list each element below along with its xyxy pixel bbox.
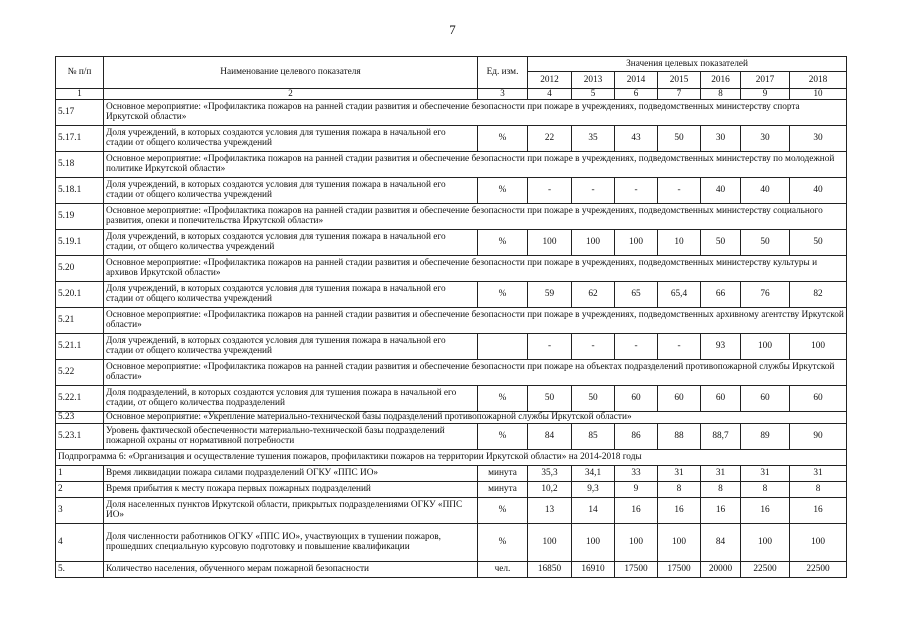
main-activity-text: Основное мероприятие: «Профилактика пожаров на ранней стадии развития и обеспечение безопасности при пожаре в учреждениях, подведомственных министерству спорта Иркутской области» bbox=[104, 99, 847, 125]
value-cell: 31 bbox=[701, 465, 741, 481]
row-number: 5.18.1 bbox=[56, 177, 104, 203]
main-activity-text: Основное мероприятие: «Профилактика пожаров на ранней стадии развития и обеспечение безопасности при пожаре в учреждениях, подведомственных министерству культуры и архивов Иркутской области» bbox=[104, 255, 847, 281]
row-number: 1 bbox=[56, 465, 104, 481]
value-cell: 59 bbox=[528, 281, 572, 307]
column-index: 7 bbox=[658, 89, 701, 100]
row-number: 5.17 bbox=[56, 99, 104, 125]
indicator-name: Доля учреждений, в которых создаются условия для тушения пожара в начальной его стадии от общего количества учреждений bbox=[104, 281, 478, 307]
table-row bbox=[56, 307, 847, 333]
main-activity-text: Основное мероприятие: «Профилактика пожаров на ранней стадии развития и обеспечение безопасности при пожаре в учреждениях, подведомственных министерству по молодежной политике Иркутской области» bbox=[104, 151, 847, 177]
row-number: 5.23 bbox=[56, 411, 104, 423]
value-cell: 60 bbox=[790, 385, 847, 411]
indicator-name: Количество населения, обученного мерам пожарной безопасности bbox=[104, 561, 478, 577]
value-cell: - bbox=[658, 333, 701, 359]
value-cell: 33 bbox=[615, 465, 658, 481]
indicator-name: Уровень фактической обеспеченности материально-технической базы подразделений пожарной охраны от нормативной потребности bbox=[104, 423, 478, 449]
value-cell: 89 bbox=[741, 423, 790, 449]
table-row bbox=[56, 423, 847, 449]
row-number: 5.20 bbox=[56, 255, 104, 281]
value-cell: 31 bbox=[790, 465, 847, 481]
table-row bbox=[56, 465, 847, 481]
header-unit: Ед. изм. bbox=[478, 57, 528, 89]
unit-cell: % bbox=[478, 229, 528, 255]
unit-cell bbox=[478, 333, 528, 359]
column-index: 3 bbox=[478, 89, 528, 100]
value-cell: 100 bbox=[615, 523, 658, 561]
table-row bbox=[56, 411, 847, 423]
unit-cell: % bbox=[478, 423, 528, 449]
value-cell: 100 bbox=[572, 523, 615, 561]
value-cell: 30 bbox=[701, 125, 741, 151]
column-index: 2 bbox=[104, 89, 478, 100]
value-cell: 16 bbox=[615, 497, 658, 523]
row-number: 5. bbox=[56, 561, 104, 577]
main-activity-text: Основное мероприятие: «Профилактика пожаров на ранней стадии развития и обеспечение безопасности при пожаре на объектах подразделений противопожарной службы Иркутской области» bbox=[104, 359, 847, 385]
value-cell: 8 bbox=[741, 481, 790, 497]
column-index: 5 bbox=[572, 89, 615, 100]
value-cell: 90 bbox=[790, 423, 847, 449]
row-number: 5.17.1 bbox=[56, 125, 104, 151]
indicator-name: Доля учреждений, в которых создаются условия для тушения пожара в начальной его стадии от общего количества учреждений bbox=[104, 333, 478, 359]
column-index: 1 bbox=[56, 89, 104, 100]
indicator-name: Доля подразделений, в которых создаются условия для тушения пожара в начальной его стадии, от общего количества подразделений bbox=[104, 385, 478, 411]
row-number: 5.19 bbox=[56, 203, 104, 229]
table-row bbox=[56, 99, 847, 125]
value-cell: 8 bbox=[790, 481, 847, 497]
value-cell: 100 bbox=[528, 523, 572, 561]
column-index: 8 bbox=[701, 89, 741, 100]
value-cell: - bbox=[615, 333, 658, 359]
table-row bbox=[56, 255, 847, 281]
indicator-name: Доля населенных пунктов Иркутской области, прикрытых подразделениями ОГКУ «ППС ИО» bbox=[104, 497, 478, 523]
value-cell: 16 bbox=[741, 497, 790, 523]
unit-cell: чел. bbox=[478, 561, 528, 577]
value-cell: 40 bbox=[790, 177, 847, 203]
header-year: 2015 bbox=[658, 72, 701, 89]
row-number: 5.18 bbox=[56, 151, 104, 177]
table-row bbox=[56, 333, 847, 359]
value-cell: 17500 bbox=[615, 561, 658, 577]
value-cell: 62 bbox=[572, 281, 615, 307]
indicator-name: Доля учреждений, в которых создаются условия для тушения пожара в начальной его стадии от общего количества учреждений bbox=[104, 125, 478, 151]
value-cell: 20000 bbox=[701, 561, 741, 577]
table-row bbox=[56, 385, 847, 411]
row-number: 4 bbox=[56, 523, 104, 561]
header-year: 2017 bbox=[741, 72, 790, 89]
value-cell: 60 bbox=[658, 385, 701, 411]
row-number: 5.19.1 bbox=[56, 229, 104, 255]
value-cell: 22500 bbox=[790, 561, 847, 577]
value-cell: 17500 bbox=[658, 561, 701, 577]
table-header bbox=[56, 57, 847, 100]
value-cell: 50 bbox=[790, 229, 847, 255]
table-row bbox=[56, 523, 847, 561]
value-cell: 14 bbox=[572, 497, 615, 523]
value-cell: 84 bbox=[528, 423, 572, 449]
value-cell: 8 bbox=[701, 481, 741, 497]
row-number: 5.23.1 bbox=[56, 423, 104, 449]
value-cell: 31 bbox=[741, 465, 790, 481]
table-row bbox=[56, 281, 847, 307]
unit-cell: минута bbox=[478, 481, 528, 497]
row-number: 5.20.1 bbox=[56, 281, 104, 307]
row-number: 3 bbox=[56, 497, 104, 523]
table-body bbox=[56, 99, 847, 577]
value-cell: 93 bbox=[701, 333, 741, 359]
table-row bbox=[56, 177, 847, 203]
value-cell: 30 bbox=[741, 125, 790, 151]
indicator-name: Время ликвидации пожара силами подразделений ОГКУ «ППС ИО» bbox=[104, 465, 478, 481]
value-cell: 100 bbox=[790, 333, 847, 359]
value-cell: 100 bbox=[615, 229, 658, 255]
row-number: 2 bbox=[56, 481, 104, 497]
value-cell: 65,4 bbox=[658, 281, 701, 307]
value-cell: 60 bbox=[741, 385, 790, 411]
value-cell: - bbox=[658, 177, 701, 203]
value-cell: 30 bbox=[790, 125, 847, 151]
value-cell: - bbox=[528, 177, 572, 203]
value-cell: 82 bbox=[790, 281, 847, 307]
value-cell: 34,1 bbox=[572, 465, 615, 481]
row-number: 5.21.1 bbox=[56, 333, 104, 359]
value-cell: - bbox=[572, 177, 615, 203]
value-cell: 66 bbox=[701, 281, 741, 307]
unit-cell: % bbox=[478, 125, 528, 151]
value-cell: 10,2 bbox=[528, 481, 572, 497]
value-cell: 50 bbox=[572, 385, 615, 411]
value-cell: 40 bbox=[701, 177, 741, 203]
row-number: 5.21 bbox=[56, 307, 104, 333]
table-row bbox=[56, 561, 847, 577]
row-number: 5.22 bbox=[56, 359, 104, 385]
value-cell: 60 bbox=[615, 385, 658, 411]
indicator-name: Доля учреждений, в которых создаются условия для тушения пожара в начальной его стадии, от общего количества учреждений bbox=[104, 229, 478, 255]
header-year: 2018 bbox=[790, 72, 847, 89]
header-num: № п/п bbox=[56, 57, 104, 89]
unit-cell: % bbox=[478, 523, 528, 561]
header-year: 2014 bbox=[615, 72, 658, 89]
unit-cell: % bbox=[478, 281, 528, 307]
value-cell: 35,3 bbox=[528, 465, 572, 481]
value-cell: 43 bbox=[615, 125, 658, 151]
value-cell: 13 bbox=[528, 497, 572, 523]
indicator-name: Доля численности работников ОГКУ «ППС ИО», участвующих в тушении пожаров, прошедших специальную курсовую подготовку и повышение квалификации bbox=[104, 523, 478, 561]
value-cell: 86 bbox=[615, 423, 658, 449]
indicators-table bbox=[55, 56, 847, 578]
unit-cell: % bbox=[478, 497, 528, 523]
value-cell: 22 bbox=[528, 125, 572, 151]
value-cell: 100 bbox=[790, 523, 847, 561]
main-activity-text: Основное мероприятие: «Профилактика пожаров на ранней стадии развития и обеспечение безопасности при пожаре в учреждениях, подведомственных министерству социального развития, опеки и попечительства Иркутской области» bbox=[104, 203, 847, 229]
header-name: Наименование целевого показателя bbox=[104, 57, 478, 89]
value-cell: 60 bbox=[701, 385, 741, 411]
value-cell: 10 bbox=[658, 229, 701, 255]
value-cell: 16 bbox=[658, 497, 701, 523]
value-cell: 16910 bbox=[572, 561, 615, 577]
unit-cell: минута bbox=[478, 465, 528, 481]
value-cell: - bbox=[615, 177, 658, 203]
indicator-name: Время прибытия к месту пожара первых пожарных подразделений bbox=[104, 481, 478, 497]
header-index-row bbox=[56, 89, 847, 100]
table-row bbox=[56, 359, 847, 385]
column-index: 4 bbox=[528, 89, 572, 100]
main-activity-text: Основное мероприятие: «Профилактика пожаров на ранней стадии развития и обеспечение безопасности при пожаре в учреждениях, подведомственных архивному агентству Иркутской области» bbox=[104, 307, 847, 333]
column-index: 10 bbox=[790, 89, 847, 100]
value-cell: 50 bbox=[741, 229, 790, 255]
value-cell: 100 bbox=[572, 229, 615, 255]
value-cell: 50 bbox=[701, 229, 741, 255]
value-cell: - bbox=[528, 333, 572, 359]
value-cell: 76 bbox=[741, 281, 790, 307]
table-row bbox=[56, 203, 847, 229]
value-cell: 100 bbox=[658, 523, 701, 561]
value-cell: - bbox=[572, 333, 615, 359]
value-cell: 16 bbox=[701, 497, 741, 523]
page-number: 7 bbox=[449, 22, 456, 37]
subprogram-title: Подпрограмма 6: «Организация и осуществление тушения пожаров, профилактики пожаров на территории Иркутской области» на 2014-2018 годы bbox=[56, 449, 847, 465]
table-row bbox=[56, 151, 847, 177]
value-cell: 35 bbox=[572, 125, 615, 151]
table-row bbox=[56, 449, 847, 465]
value-cell: 22500 bbox=[741, 561, 790, 577]
table-row bbox=[56, 229, 847, 255]
value-cell: 88 bbox=[658, 423, 701, 449]
value-cell: 9,3 bbox=[572, 481, 615, 497]
value-cell: 8 bbox=[658, 481, 701, 497]
row-number: 5.22.1 bbox=[56, 385, 104, 411]
header-values: Значения целевых показателей bbox=[528, 57, 847, 72]
table-row bbox=[56, 497, 847, 523]
column-index: 6 bbox=[615, 89, 658, 100]
column-index: 9 bbox=[741, 89, 790, 100]
value-cell: 16 bbox=[790, 497, 847, 523]
main-activity-text: Основное мероприятие: «Укрепление материально-технической базы подразделений противопожарной службы Иркутской области» bbox=[104, 411, 847, 423]
value-cell: 88,7 bbox=[701, 423, 741, 449]
value-cell: 65 bbox=[615, 281, 658, 307]
value-cell: 31 bbox=[658, 465, 701, 481]
value-cell: 100 bbox=[528, 229, 572, 255]
value-cell: 100 bbox=[741, 333, 790, 359]
value-cell: 85 bbox=[572, 423, 615, 449]
value-cell: 100 bbox=[741, 523, 790, 561]
value-cell: 9 bbox=[615, 481, 658, 497]
indicator-name: Доля учреждений, в которых создаются условия для тушения пожара в начальной его стадии от общего количества учреждений bbox=[104, 177, 478, 203]
unit-cell: % bbox=[478, 177, 528, 203]
value-cell: 50 bbox=[528, 385, 572, 411]
value-cell: 16850 bbox=[528, 561, 572, 577]
value-cell: 84 bbox=[701, 523, 741, 561]
table-row bbox=[56, 481, 847, 497]
table-row bbox=[56, 125, 847, 151]
unit-cell: % bbox=[478, 385, 528, 411]
header-year: 2016 bbox=[701, 72, 741, 89]
value-cell: 40 bbox=[741, 177, 790, 203]
value-cell: 50 bbox=[658, 125, 701, 151]
header-year: 2012 bbox=[528, 72, 572, 89]
header-year: 2013 bbox=[572, 72, 615, 89]
